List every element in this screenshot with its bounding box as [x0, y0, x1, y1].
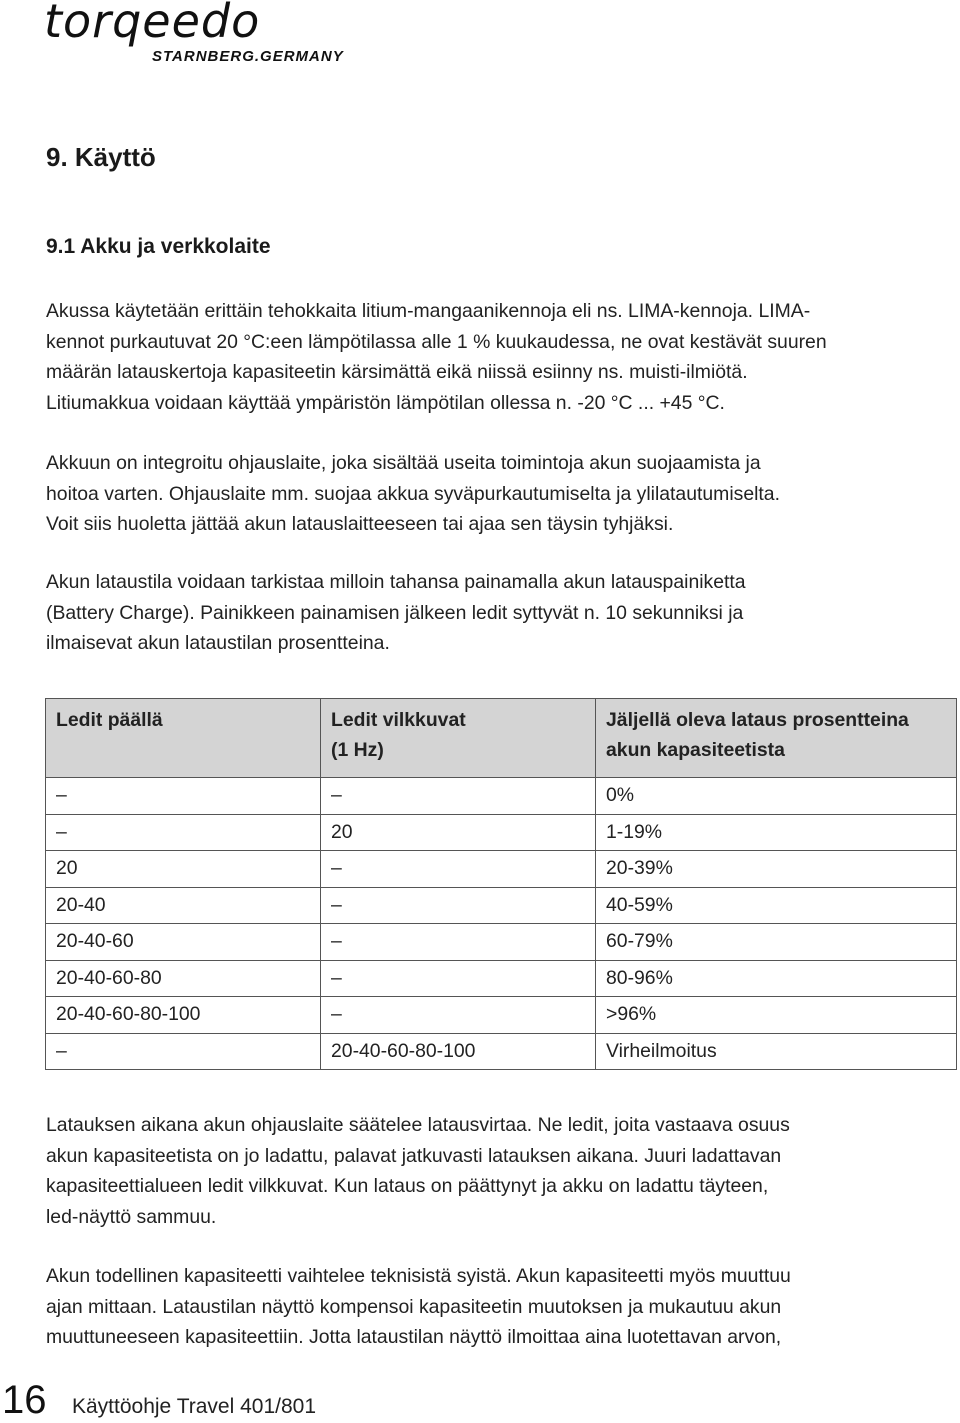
charge-status-table [45, 698, 957, 1070]
cell-leds-on: – [46, 778, 321, 815]
cell-leds-blinking: – [321, 778, 596, 815]
cell-leds-on: – [46, 1033, 321, 1070]
text-line: (Battery Charge). Painikkeen painamisen jälkeen ledit syttyvät n. 10 sekunniksi ja [46, 601, 744, 624]
intro-paragraph-1 [46, 296, 827, 419]
header-leds-on: Ledit päällä [46, 699, 321, 778]
text-line: määrän latauskertoja kapasiteetin kärsimättä eikä niissä esiinny ns. muisti-ilmiötä. [46, 361, 748, 384]
after-paragraph-1 [46, 1110, 790, 1233]
subsection-title: 9.1 Akku ja verkkolaite [46, 235, 271, 258]
text-line: Akun todellinen kapasiteetti vaihtelee teknisistä syistä. Akun kapasiteetti myös muuttuu [46, 1265, 791, 1287]
text-line: kapasiteettialueen ledit vilkkuvat. Kun lataus on päättynyt ja akku on ladattu täyteen, [46, 1175, 769, 1198]
cell-leds-blinking: 20-40-60-80-100 [321, 1033, 596, 1070]
cell-leds-on: 20-40-60-80 [46, 960, 321, 997]
text-line: Akun lataustila voidaan tarkistaa milloin tahansa painamalla akun latauspainiketta [46, 571, 746, 593]
table-row [46, 960, 957, 997]
table-row [46, 851, 957, 888]
cell-leds-on: – [46, 814, 321, 851]
table-row [46, 924, 957, 961]
cell-remaining-charge: 20-39% [596, 851, 957, 888]
table-row [46, 887, 957, 924]
table-row [46, 1033, 957, 1070]
text-line: Litiumakkua voidaan käyttää ympäristön lämpötilan ollessa n. -20 °C ... +45 °C. [46, 392, 725, 415]
intro-paragraph-2 [46, 448, 780, 540]
table-row [46, 814, 957, 851]
cell-leds-on: 20-40-60-80-100 [46, 997, 321, 1034]
brand-location: STARNBERG.GERMANY [152, 48, 344, 65]
text-line: ajan mittaan. Lataustilan näyttö kompensoi kapasiteetin muutoksen ja mukautuu akun [46, 1295, 782, 1318]
cell-leds-blinking: – [321, 960, 596, 997]
cell-remaining-charge: 0% [596, 778, 957, 815]
document-title: Käyttöohje Travel 401/801 [72, 1395, 317, 1418]
text-line: ilmaisevat akun lataustilan prosentteina. [46, 632, 390, 655]
table-header-row [46, 699, 957, 778]
cell-remaining-charge: >96% [596, 997, 957, 1034]
brand-wordmark: torqeedo [44, 0, 261, 48]
text-line: led-näyttö sammuu. [46, 1206, 217, 1229]
text-line: Akkuun on integroitu ohjauslaite, joka sisältää useita toimintoja akun suojaamista ja [46, 452, 761, 474]
after-paragraph-2 [46, 1261, 791, 1353]
text-line: akun kapasiteetista on jo ladattu, palavat jatkuvasti latauksen aikana. Juuri ladattavan [46, 1144, 782, 1167]
cell-remaining-charge: 80-96% [596, 960, 957, 997]
section-title: 9. Käyttö [46, 142, 156, 172]
text-line: Latauksen aikana akun ohjauslaite säätelee latausvirtaa. Ne ledit, joita vastaava osuus [46, 1114, 790, 1136]
cell-remaining-charge: 60-79% [596, 924, 957, 961]
page-number: 16 [2, 1378, 47, 1422]
header-leds-blinking: Ledit vilkkuvat (1 Hz) [321, 699, 596, 778]
cell-leds-blinking: – [321, 924, 596, 961]
cell-remaining-charge: Virheilmoitus [596, 1033, 957, 1070]
text-line: hoitoa varten. Ohjauslaite mm. suojaa akkua syväpurkautumiselta ja ylilatautumiselta. [46, 482, 780, 505]
cell-leds-on: 20 [46, 851, 321, 888]
text-line: kennot purkautuvat 20 °C:een lämpötilassa alle 1 % kuukaudessa, ne ovat kestävät suuren [46, 330, 827, 353]
cell-leds-blinking: – [321, 997, 596, 1034]
intro-paragraph-3 [46, 567, 746, 659]
cell-leds-blinking: 20 [321, 814, 596, 851]
text-line: muuttuneeseen kapasiteettiin. Jotta lataustilan näyttö ilmoittaa aina luotettavan arvon, [46, 1326, 782, 1349]
cell-leds-blinking: – [321, 887, 596, 924]
text-line: Voit siis huoletta jättää akun latauslaitteeseen tai ajaa sen täysin tyhjäksi. [46, 513, 674, 536]
cell-remaining-charge: 40-59% [596, 887, 957, 924]
text-line: Akussa käytetään erittäin tehokkaita litium-mangaanikennoja eli ns. LIMA-kennoja. LIMA- [46, 300, 811, 322]
table-row [46, 778, 957, 815]
cell-leds-on: 20-40-60 [46, 924, 321, 961]
cell-remaining-charge: 1-19% [596, 814, 957, 851]
cell-leds-blinking: – [321, 851, 596, 888]
cell-leds-on: 20-40 [46, 887, 321, 924]
header-remaining-charge: Jäljellä oleva lataus prosentteina akun kapasiteetista [596, 699, 957, 778]
brand-logo [44, 0, 344, 65]
table-row [46, 997, 957, 1034]
